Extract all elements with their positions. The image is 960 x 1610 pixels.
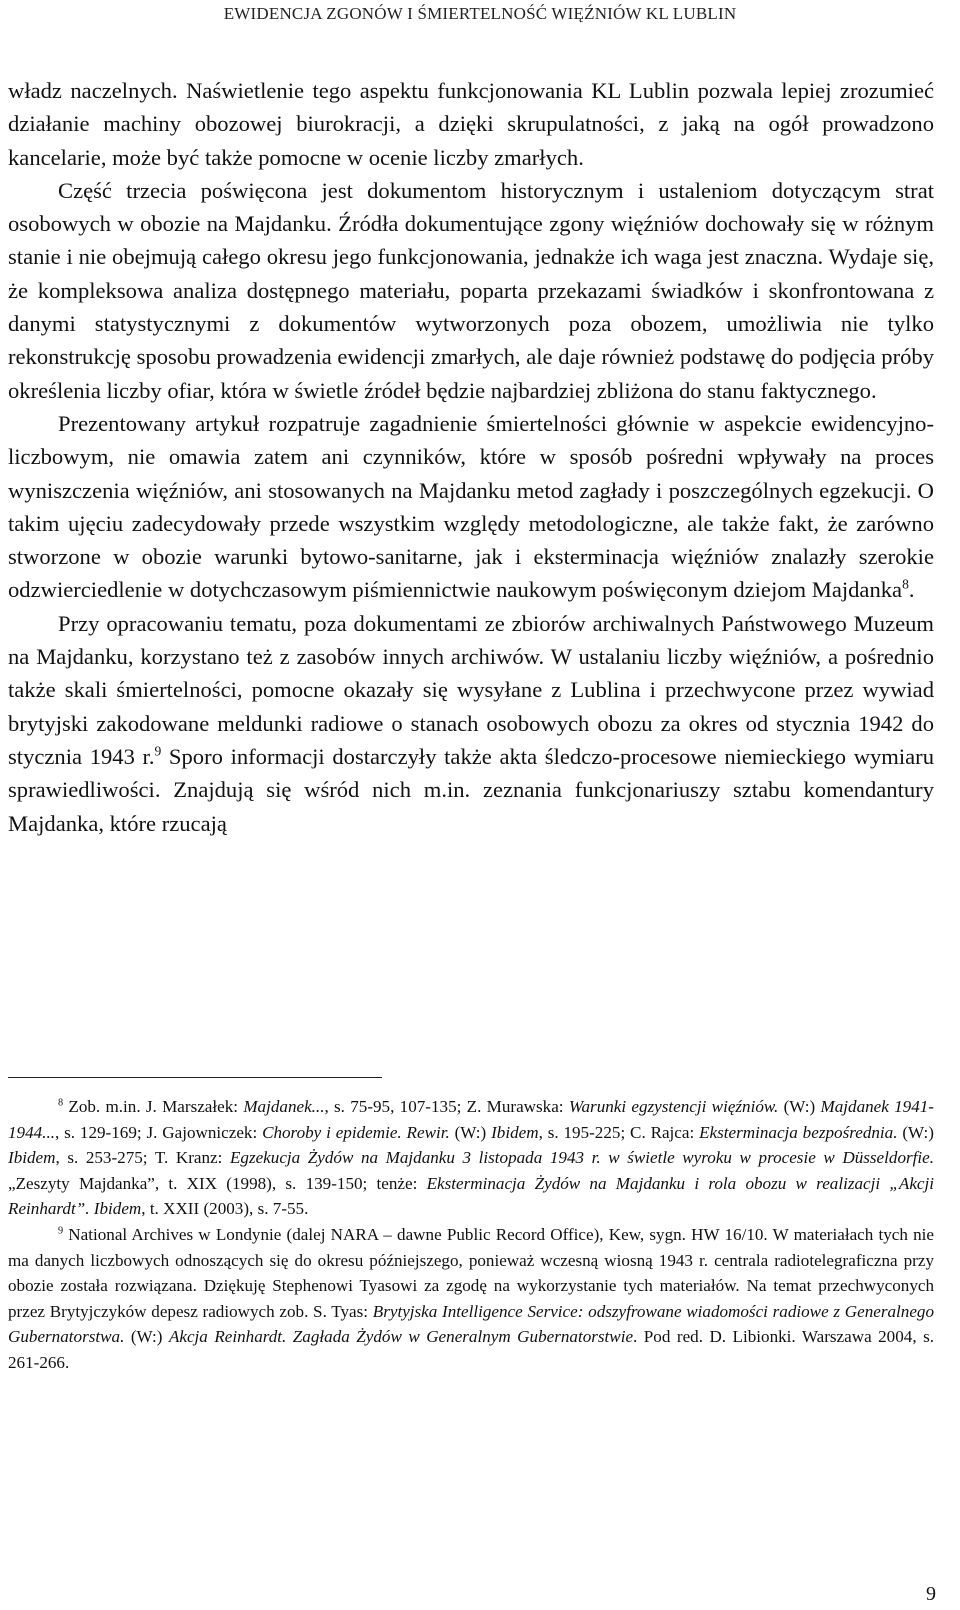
- paragraph-4-text-b: Sporo informacji dostarczyły także akta śledczo-procesowe niemieckiego wymiaru sprawiedliwości. Znajdują się wśród nich m.in. zeznania funkcjonariuszy sztabu komendantury Majdanka, które rzucają: [8, 743, 935, 836]
- footnote-9-number: 9: [58, 1225, 64, 1237]
- running-head: EWIDENCJA ZGONÓW I ŚMIERTELNOŚĆ WIĘŹNIÓW KL LUBLIN: [223, 4, 737, 23]
- footnotes: [8, 1094, 934, 1376]
- footnote-8-title: Choroby i epidemie. Rewir.: [262, 1122, 450, 1142]
- paragraph-4-text-a: Przy opracowaniu tematu, poza dokumentami ze zbiorów archiwalnych Państwowego Muzeum na Majdanku, korzystano też z zasobów innych archiwów. W ustalaniu liczby więźniów, a pośrednio także skali śmiertelności, pomocne okazały się wysyłane z Lublina i przechwycone przez wywiad brytyjski zakodowane meldunki radiowe o stanach osobowych obozu za okres od stycznia 1942 do stycznia 1943 r.: [8, 610, 934, 769]
- footnote-9: [8, 1222, 934, 1376]
- paragraph-3-end: .: [908, 577, 915, 603]
- footnote-8-title: Ibidem: [491, 1122, 539, 1142]
- paragraph-3-text: Prezentowany artykuł rozpatruje zagadnienie śmiertelności głównie w aspekcie ewidencyjno-liczbowym, nie omawia zatem ani czynników, które w sposób pośredni wpływały na proces wyniszczenia więźniów, ani stosowanych na Majdanku metod zagłady i poszczególnych egzekucji. O takim ujęciu zadecydowały przede wszystkim względy metodologiczne, ale także fakt, że zarówno stworzone w obozie warunki bytowo-sanitarne, jak i eksterminacja więźniów znalazły szerokie odzwierciedlenie w dotychczasowym piśmiennictwie naukowym poświęconym dziejom Majdanka: [8, 410, 934, 603]
- footnote-8-text: , s. 195-225; C. Rajca:: [538, 1122, 700, 1142]
- footnote-8-text: „Zeszyty Majdanka”, t. XIX (1998), s. 139-150; tenże:: [8, 1173, 427, 1193]
- paragraph-3: [8, 407, 934, 607]
- footnote-8-title: Ibidem: [8, 1148, 56, 1168]
- page-number: 9: [926, 1583, 936, 1605]
- footnote-9-text: National Archives w Londynie (dalej NARA – dawne Public Record Office), Kew, sygn. HW 16/10. W materiałach tych nie ma danych liczbowych odnoszących się do okresu późniejszego, ponieważ wczesną wiosną 1943 r. centrala radiotelegraficzna przy obozie została rozwiązana. Dziękuję Stephenowi Tyasowi za zgodę na wykorzystanie tych materiałów. Na temat przechwyconych przez Brytyjczyków depesz radiowych zob. S. Tyas:: [8, 1224, 934, 1321]
- footnote-separator: [8, 1077, 382, 1078]
- footnote-8-text: , s. 75-95, 107-135; Z. Murawska:: [324, 1097, 569, 1116]
- footnote-8-text: (W:): [778, 1097, 821, 1116]
- footnote-8-title: Egzekucja Żydów na Majdanku 3 listopada 1943 r. w świetle wyroku w procesie w Düsseldorfie.: [229, 1148, 935, 1168]
- footnote-8-number: 8: [58, 1097, 64, 1109]
- footnote-8-title: Eksterminacja Żydów na Majdanku i rola obozu w realizacji „Akcji Reinhardt”. Ibidem: [8, 1173, 934, 1219]
- footnote-8-text: (W:): [449, 1122, 492, 1142]
- body-text: [8, 74, 934, 840]
- footnote-9-title: Akcja Reinhardt. Zagłada Żydów w Generalnym Gubernatorstwie: [168, 1327, 634, 1347]
- footnote-8-title: Eksterminacja bezpośrednia.: [699, 1122, 898, 1142]
- footnote-8-text: , s. 129-169; J. Gajowniczek:: [55, 1122, 263, 1142]
- paragraph-1: władz naczelnych. Naświetlenie tego aspektu funkcjonowania KL Lublin pozwala lepiej zrozumieć działanie machiny obozowej biurokracji, a dzięki skrupulatności, z jaką na ogół prowadzono kancelarie, może być także pomocne w ocenie liczby zmarłych.: [8, 78, 934, 170]
- footnote-8: [8, 1094, 934, 1222]
- footnote-8-title: Warunki egzystencji więźniów.: [568, 1097, 779, 1116]
- footnote-8-text: , t. XXII (2003), s. 7-55.: [141, 1199, 309, 1219]
- footnote-8-text: , s. 253-275; T. Kranz:: [55, 1148, 230, 1168]
- paragraph-2: Część trzecia poświęcona jest dokumentom historycznym i ustaleniom dotyczącym strat osobowych w obozie na Majdanku. Źródła dokumentujące zgony więźniów dochowały się w różnym stanie i nie obejmują całego okresu jego funkcjonowania, jednakże ich waga jest znaczna. Wydaje się, że kompleksowa analiza dostępnego materiału, poparta przekazami świadków i skonfrontowana z danymi statystycznymi z dokumentów wytworzonych poza obozem, umożliwia nie tylko rekonstrukcję sposobu prowadzenia ewidencji zmarłych, ale daje również podstawę do podjęcia próby określenia liczby ofiar, która w świetle źródeł będzie najbardziej zbliżona do stanu faktycznego.: [8, 177, 935, 403]
- footnote-ref-9[interactable]: 9: [154, 743, 162, 759]
- footnote-9-text: . Pod red. D. Libionki. Warszawa 2004, s. 261-266.: [8, 1327, 934, 1372]
- footnote-ref-8[interactable]: 8: [902, 576, 909, 592]
- footnote-8-title: Majdanek...: [243, 1097, 325, 1116]
- footnote-9-title: Brytyjska Intelligence Service: odszyfrowane wiadomości radiowe z Generalnego Gubernatorstwa.: [8, 1301, 935, 1347]
- footnote-8-text: (W:): [897, 1122, 934, 1142]
- footnote-9-text: (W:): [124, 1327, 169, 1347]
- footnote-8-text: Zob. m.in. J. Marszałek:: [63, 1097, 244, 1116]
- paragraph-4: [8, 607, 934, 840]
- footnote-8-title: Majdanek 1941-1944...: [8, 1097, 935, 1142]
